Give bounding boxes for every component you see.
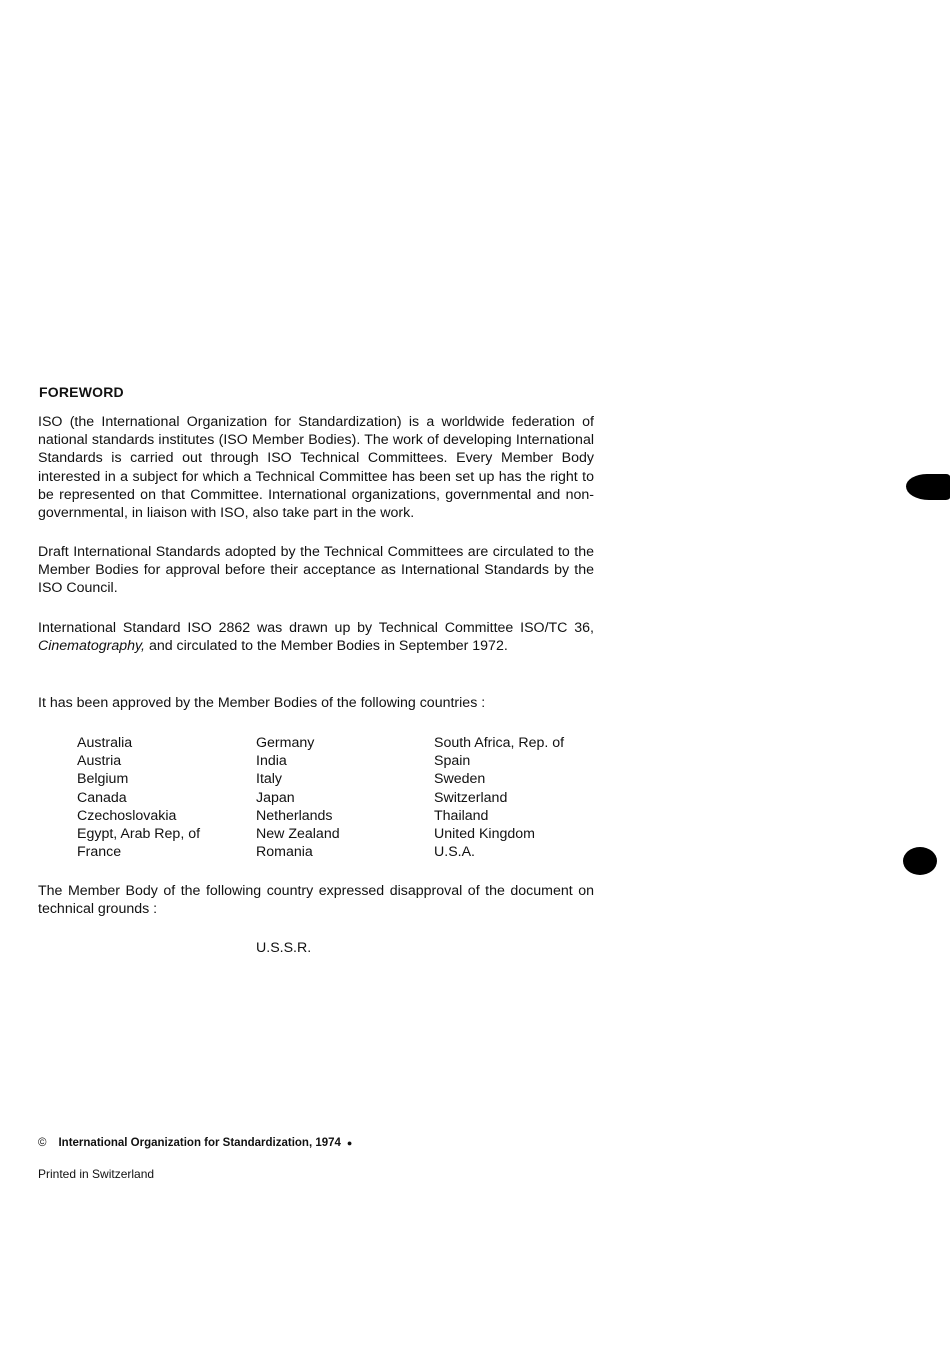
foreword-heading: FOREWORD bbox=[39, 384, 124, 400]
foreword-paragraph-2: Draft International Standards adopted by the Technical Committees are circulated to the Member Bodies for approval before their acceptance as International Standards by the ISO Council. bbox=[38, 544, 594, 597]
country-item: Belgium bbox=[77, 771, 129, 788]
country-item: India bbox=[256, 753, 287, 770]
country-item: South Africa, Rep. of bbox=[434, 735, 565, 751]
copyright-symbol: © bbox=[38, 1137, 47, 1149]
foreword-paragraph-3 bbox=[38, 619, 594, 655]
printed-location: Printed in Switzerland bbox=[38, 1167, 155, 1181]
countries-column-1 bbox=[77, 734, 200, 861]
bullet-icon: ● bbox=[346, 1138, 353, 1148]
foreword-paragraph-4: It has been approved by the Member Bodies of the following countries : bbox=[38, 695, 486, 711]
country-item: Japan bbox=[256, 789, 295, 806]
country-item: Netherlands bbox=[256, 807, 333, 824]
country-item: U.S.A. bbox=[434, 844, 475, 861]
country-item: Italy bbox=[256, 771, 283, 788]
country-item: Australia bbox=[77, 735, 133, 751]
country-item: Switzerland bbox=[434, 789, 508, 806]
country-item: Romania bbox=[256, 844, 313, 861]
country-item: United Kingdom bbox=[434, 825, 535, 842]
countries-column-3 bbox=[434, 734, 564, 861]
paragraph-3-text-end: and circulated to the Member Bodies in September 1972. bbox=[145, 638, 508, 655]
country-item: Sweden bbox=[434, 771, 486, 788]
foreword-paragraph-5: The Member Body of the following country expressed disapproval of the document on technical grounds : bbox=[38, 883, 594, 918]
committee-title: Cinematography, bbox=[38, 638, 145, 655]
copyright-text: International Organization for Standardization, 1974 bbox=[58, 1137, 341, 1149]
disapproving-country: U.S.S.R. bbox=[256, 940, 312, 956]
country-item: Egypt, Arab Rep, of bbox=[77, 825, 201, 842]
foreword-paragraph-1: ISO (the International Organization for Standardization) is a worldwide federation of national standards institutes (ISO Member Bodies). The work of developing International Standards is carried out through ISO Technical Committees. Every Member Body interested in a subject for which a Technical Committee has been set up has the right to be represented on that Committee. International organizations, governmental and non-governmental, in liaison with ISO, also take part in the work. bbox=[38, 414, 594, 522]
country-item: Spain bbox=[434, 753, 471, 770]
ink-blot-mark bbox=[906, 474, 950, 500]
country-item: Canada bbox=[77, 789, 127, 806]
copyright-notice bbox=[38, 1137, 352, 1149]
country-item: Austria bbox=[77, 753, 122, 770]
country-item: New Zealand bbox=[256, 825, 340, 842]
paragraph-3-text-start: International Standard ISO 2862 was drawn up by Technical Committee ISO/TC 36, bbox=[38, 620, 594, 636]
countries-column-2 bbox=[256, 734, 340, 861]
country-item: Thailand bbox=[434, 807, 489, 824]
country-item: France bbox=[77, 844, 122, 861]
ink-blot-mark bbox=[903, 847, 937, 875]
country-item: Germany bbox=[256, 735, 315, 751]
country-item: Czechoslovakia bbox=[77, 807, 177, 824]
